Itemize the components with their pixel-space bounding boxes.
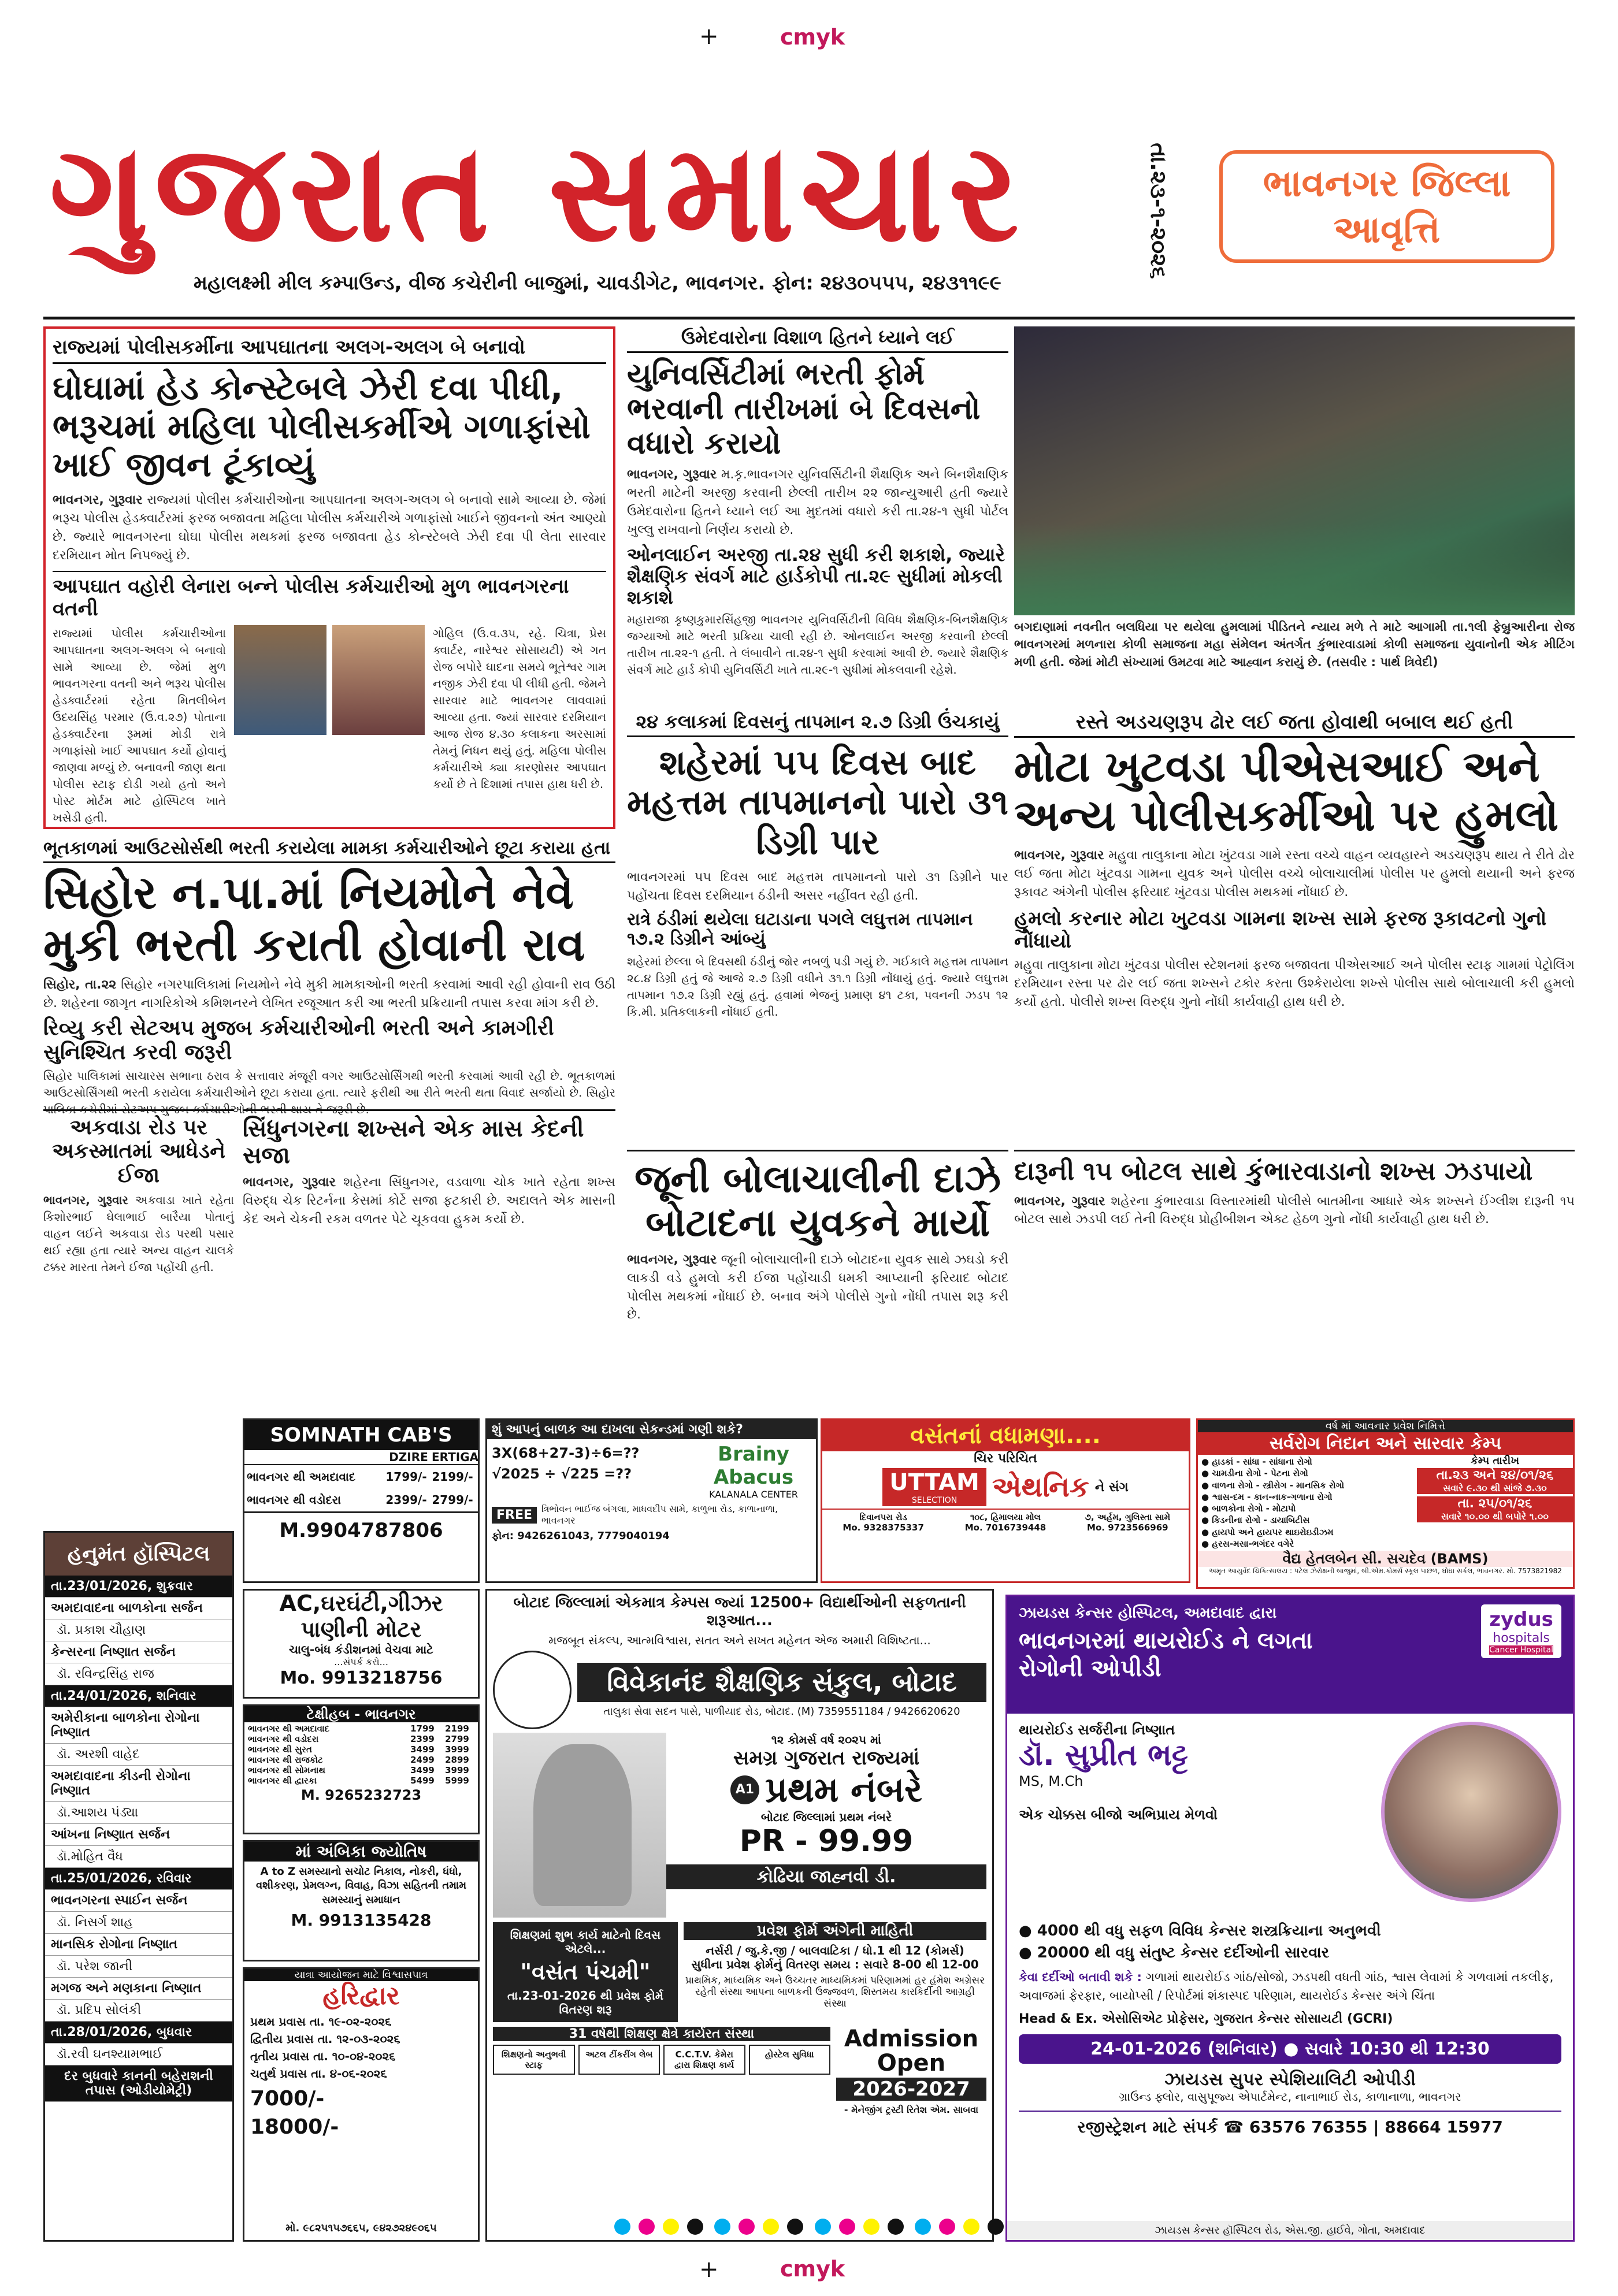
taxi-route-table: [244, 1722, 478, 1787]
ad-ethnic: એથનિક: [992, 1470, 1089, 1503]
feature: C.C.T.V. કેમેરા દ્વારા શિક્ષણ કાર્ય: [663, 2045, 745, 2075]
opd-datetime: 24-01-2026 (શનિવાર) ● સવારે 10:30 થી 12:30: [1019, 2034, 1561, 2064]
schedule-dept: ભાવનગરના સ્પાઈન સર્જન: [45, 1890, 232, 1912]
hospital-schedule: [45, 1576, 232, 2102]
schedule-doc: ડૉ. અરશી વાહેદ: [45, 1744, 232, 1766]
store-phone: Mo. 9723566969: [1087, 1522, 1168, 1533]
schedule-dept: કેન્સરના નિષ્ણાત સર્જન: [45, 1641, 232, 1663]
story-headline: અકવાડા રોડ પર અકસ્માતમાં આધેડને ઈજા: [51, 1116, 226, 1187]
taxi-price: 2399: [410, 1734, 435, 1744]
story-headline: સિંધુનગરના શખ્સને એક માસ કેદની સજા: [243, 1116, 584, 1169]
story-subhead: ઓનલાઈન અરજી તા.૨૪ સુધી કરી શકાશે, જ્યારે શૈક્ષણિક સંવર્ગ માટે હાર્ડકોપી તા.૨૯ સુધીમાં મોકલી શકાશે: [627, 543, 1005, 608]
ad-ethnic-sub: ને સંગ: [1094, 1480, 1129, 1495]
reg-label: રજીસ્ટ્રેશન માટે સંપર્ક: [1077, 2117, 1218, 2137]
story-accident: [43, 1109, 234, 1421]
ad-math-1: 3X(68+27-3)÷6=??: [492, 1445, 640, 1461]
ad-title: ભાવનગરમાં થાયરોઈડ ને લગતા રોગોની ઓપીડી: [1019, 1628, 1313, 1682]
trip-dates: [244, 2011, 478, 2085]
story-headline: સિહોર ન.પા.માં નિયમોને નેવે મુકી ભરતી કરાતી હોવાની રાવ: [43, 867, 585, 971]
ad-title: SOMNATH CAB'S: [244, 1420, 478, 1450]
story-headline: યુનિવર્સિટીમાં ભરતી ફોર્મ ભરવાની તારીખમાં બે દિવસનો વધારો કરાયો: [627, 357, 981, 461]
ad-free-badge: FREE: [492, 1507, 537, 1524]
schedule-doc: ડૉ. પ્રદિપ સોલંકી: [45, 2000, 232, 2022]
ad-col-ertiga: ERTIGA: [432, 1450, 479, 1464]
camp-item: ● ચામડીના રોગો - પેટના રોગો: [1201, 1468, 1308, 1479]
story-body: મ.કૃ.ભાવનગર યુનિવર્સિટીની શૈક્ષણિક અને બિનશૈક્ષણિક ભરતી માટેની અરજી કરવાની છેલ્લી તારીખ ૨૨ જાન્યુઆરી હતી જ્યારે ઉમેદવારોના હિતને ધ્યાને લઈ આ મુદતમાં વધારો કરી તા.૨૪-૧ સુધી પોર્ટલ ખુલ્લુ રાખવાનો નિર્ણય કરાયો છે.: [627, 467, 1008, 538]
taxi-price: 5499: [410, 1775, 435, 1786]
registration-mark-bottom: +: [699, 2256, 719, 2283]
reg-phone: 63576 76355: [1249, 2117, 1368, 2137]
ad-top: ઝાયડસ કેન્સર હોસ્પિટલ, અમદાવાદ દ્વારા: [1019, 1604, 1277, 1622]
trip-date: ચતુર્થ પ્રવાસ તા. ૪-૦૬-૨૦૨૬: [250, 2067, 387, 2080]
ad-math-2: √2025 ÷ √225 =??: [492, 1466, 632, 1482]
ad-line-1: AC,ઘરઘંટી,ગીઝર: [279, 1591, 443, 1616]
store-phone: Mo. 9328375337: [843, 1522, 924, 1533]
cmyk-label-top: cmyk: [780, 24, 845, 50]
ad-zydus-cancer: [1005, 1595, 1575, 2242]
story-body: ભાવનગરમાં ૫૫ દિવસ બાદ મહત્તમ તાપમાનનો પારો ૩૧ ડિગ્રીને પાર પહોંચતા દિવસ દરમિયાન ઠંડીની અસર નહીંવત રહી હતી.: [627, 870, 1008, 903]
opd-date: 24-01-2026 (શનિવાર): [1090, 2039, 1278, 2060]
doctor-degree: (BAMS): [1430, 1551, 1489, 1567]
story-body-col1: રાજ્યમાં પોલીસ કર્મચારીઓના આપઘાતના અલગ-અલગ બે બનાવો સામે આવ્યા છે. જેમાં મુળ ભાવનગરના વતની અને ભરૂચ પોલીસ હેડક્વાર્ટરમાં રહેતા મિતલીબેન ઉદયસિંહ પરમાર (ઉ.વ.૨૭) પોતાના હેડક્વાર્ટરના રૂમમાં મોડી રાત્રે ગળાફાંસો ખાઈ આપઘાત કર્યો હોવાનું જાણવા મળ્યું છે. બનાવની જાણ થતા પોલીસ સ્ટાફ દોડી ગયો હતો અને પોસ્ટ મોર્ટમ માટે હોસ્પિટલ ખાતે ખસેડી હતી.: [53, 626, 226, 824]
story-dateline: સિહોર, તા.૨૨: [43, 978, 117, 993]
taxi-route: ભાવનગર થી દ્વારકા: [248, 1775, 317, 1786]
ad-line-2: પાણીની મોટર: [300, 1617, 422, 1642]
route-label: ભાવનગર થી વડોદરા: [247, 1493, 342, 1507]
story-kicker: રાજ્યમાં પોલીસકર્મીના આપઘાતના અલગ-અલગ બે બનાવો: [53, 336, 606, 364]
schedule-doc: ડૉ.મોહિત વૈધ: [45, 1846, 232, 1868]
route-label: ભાવનગર થી અમદાવાદ: [247, 1470, 356, 1484]
story-body-col3: ગોહિલ (ઉ.વ.૩૫, રહે. ચિત્રા, પ્રેસ ક્વાર્ટર, નારેશ્વર સોસાયટી) એ ગત રોજ બપોરે ઘાદના સમયે ભૂતેશ્વર ગામ નજીક ઝેરી દવા પી લીધી હતી. જેમને સારવાર માટે ભાવનગર લાવવામાં આવ્યા હતા. જ્યાં સારવાર દરમિયાન આજ રોજ ૪.૩૦ કલાકના અરસામાં તેમનું નિધન થયું હતું. મહિલા પોલીસ કર્મચારીએ ક્યા કારણોસર આપઘાત કર્યો છે તે દિશામાં તપાસ હાથ ધરી છે.: [433, 626, 606, 791]
camp-date-label: કેમ્પ તારીખ: [1471, 1455, 1519, 1467]
schedule-doc: ડૉ. નિસર્ગ શાહ: [45, 1912, 232, 1934]
photo-woman-constable: [332, 625, 425, 735]
bullet-text: 4000 થી વધુ સફળ વિવિધ કેન્સર શસ્ત્રક્રિયાના અનુભવી: [1037, 1922, 1381, 1940]
vasant-line-1: શિક્ષણમાં શુભ કાર્ય માટેનો દિવસ એટલે...: [510, 1928, 661, 1956]
story-headline: દારૂની ૧૫ બોટલ સાથે કુંભારવાડાનો શખ્સ ઝડપાયો: [1014, 1157, 1533, 1186]
ad-top: બોટાદ જિલ્લામાં એકમાત્ર કેમ્પસ જ્યાં 12500+ વિદ્યાર્થીઓની સફળતાની શરૂઆત...: [513, 1594, 966, 1629]
story-kicker: રસ્તે અડચણરૂપ ઢોર લઈ જતા હોવાથી બબાલ થઈ હતી: [1014, 711, 1575, 738]
ad-health-camp: [1196, 1418, 1575, 1589]
route-price: 2199/-: [432, 1470, 473, 1484]
camp-item: ● બાળકોના રોગો - મોટાપો: [1201, 1503, 1296, 1514]
ad-sub: મજબૂત સંકલ્પ, આત્મવિશ્વાસ, સતત અને સખત મહેનત એજ અમારી વિશિષ્ટતા...: [548, 1633, 931, 1647]
ad-phone: M. 9913135428: [291, 1910, 432, 1930]
story-kicker: ૨૪ કલાકમાં દિવસનું તાપમાન ૨.૭ ડિગ્રી ઉંચકાયું: [627, 711, 1008, 737]
school-logo-icon: [493, 1651, 572, 1729]
store-phone: Mo. 7016739448: [964, 1522, 1046, 1533]
taxi-price: 2799: [445, 1734, 469, 1744]
registration-mark-top: +: [699, 23, 719, 50]
pr-score: PR - 99.99: [739, 1824, 914, 1859]
who-label: કેવા દર્દીઓ બતાવી શકે :: [1019, 1970, 1142, 1985]
who-list: ગળામાં થાયરોઈડ ગાંઠ/સોજો, ઝડપથી વધતી ગાંઠ, શ્વાસ લેવામાં કે ગળવામાં તકલીફ, અવાજમાં ફેરફાર, બાયોપ્સી / રિપોર્ટમાં શંકાસ્પદ પરિણામ, થાયરોઈડ કેન્સર અંગે ચિંતા: [1019, 1970, 1554, 2003]
ad-phone: Mo. 9913218756: [280, 1668, 443, 1688]
info-line-3: પ્રાથમિક, માધ્યમિક અને ઉચ્ચતર માધ્યમિકમાં પરિણામમાં હર હંમેશ અગ્રેસર રહેતી સંસ્થા આપના બાળકની ઉજ્જવળ, શિસ્તમય કારકિર્દીની આગ્રહી સંસ્થા: [685, 1975, 985, 2009]
claim-1: ૧૨ કોમર્સ વર્ષ ૨૦૨૫ માં: [771, 1733, 882, 1747]
ad-uttam-ethnic: [821, 1418, 1190, 1583]
trip-date: પ્રથમ પ્રવાસ તા. ૧૯-૦૨-૨૦૨૬: [250, 2015, 392, 2028]
ad-hanumant-hospital: [43, 1531, 234, 2242]
ad-vivekanand-school: [485, 1589, 994, 2242]
story-police-suicide: [43, 326, 615, 829]
taxi-price: 2899: [445, 1755, 469, 1765]
ad-taxi-hub: [243, 1704, 480, 1834]
camp-item: ● હાયપો અને હાયપર થાઇરોઇડીઝમ: [1201, 1526, 1334, 1537]
ad-title: સર્વરોગ નિદાન અને સારવાર કેમ્પ: [1198, 1432, 1573, 1455]
info-line-1: નર્સરી / જુ.કે.જી / બાલવાટિકા / ધો.1 થી 12 (કોમર્સ): [706, 1944, 964, 1957]
ad-title: હરિદ્વાર: [322, 1981, 400, 2011]
district-rank: બોટાદ જિલ્લામાં પ્રથમ નંબરે: [760, 1810, 892, 1824]
schedule-dept: માનસિક રોગોના નિષ્ણાત: [45, 1934, 232, 1956]
photo-koli-meeting: [1014, 326, 1575, 615]
ad-sub: ચિર પરિચિત: [974, 1451, 1037, 1466]
session-year: 2026-2027: [836, 2078, 986, 2101]
school-address: તાલુકા સેવા સદન પાસે, પાળીયાદ રોડ, બોટાદ. (M) 7359551184 / 9426620620: [603, 1705, 960, 1718]
ad-brainy-abacus: [485, 1418, 818, 1583]
taxi-row: [248, 1734, 474, 1744]
story-body: સિહોર નગરપાલિકામાં નિયમોને નેવે મુકી મામકાઓની ભરતી કરવામાં આવી રહી હોવાની રાવ ઉઠી છે. શહેરના જાગૃત નાગરિકોએ કમિશનરને લેખિત રજૂઆત કરી આ ભરતી પ્રક્રિયાની તપાસ કરવા માંગ કરી છે.: [43, 978, 615, 1011]
logo-sub: hospitals: [1493, 1631, 1550, 1645]
caption-text: બગદાણામાં નવનીત બલધિયા પર થયેલા હુમલામાં પીડિતને ન્યાય મળે તે માટે આગામી તા.૧લી ફેબ્રુઆરીના રોજ ભાવનગરમાં મળનારા કોળી સમાજના મહા સંમેલન અંતર્ગત કુંભારવાડામાં કોળી સમાજના યુવાનોની એક મીટિંગ મળી હતી. જેમાં મોટી સંખ્યામાં ઉમટવા માટે આહ્વાન કરાયું છે.: [1014, 620, 1575, 669]
story-subhead: રાત્રે ઠંડીમાં થયેલા ઘટાડાના પગલે લઘુત્તમ તાપમાન ૧૭.૨ ડિગ્રીને આંબ્યું: [627, 909, 973, 950]
feature: હોસ્ટેલ સુવિધા: [749, 2045, 831, 2075]
taxi-row: [248, 1755, 474, 1765]
info-line-2: સુધીના પ્રવેશ ફોર્મનું વિતરણ સમય : સવારે 8-00 થી 12-00: [691, 1957, 979, 1971]
camp-item-list: [1198, 1455, 1417, 1551]
taxi-route: ભાવનગર થી રાજકોટ: [248, 1755, 323, 1765]
schedule-dept: આંખના નિષ્ણાત સર્જન: [45, 1824, 232, 1846]
years-banner: 31 વર્ષથી શિક્ષણ ક્ષેત્રે કાર્યરત સંસ્થા: [493, 2027, 830, 2041]
feature: અટલ ટીંકરીંગ લેબ: [578, 2045, 660, 2075]
doctor-photo: [1381, 1722, 1561, 1902]
ad-line-3: ચાલુ-બંધ કંડીશનમાં વેચવા માટે: [289, 1643, 433, 1656]
ad-footer: ઝાયડસ કેન્સર હૉસ્પિટલ રોડ, એસ.જી. હાઈવે, ગોતા, અમદાવાદ: [1007, 2221, 1573, 2240]
story-body: શહેરના સિંધુનગર, વડવાળા ચોક ખાતે રહેતા શખ્સ વિરુદ્ધ ચેક રિટર્નના કેસમાં કોર્ટે સજા ફટકારી છે. અદાલતે એક માસની કેદ અને ચેકની રકમ વળતર પેટે ચૂકવવા હુકમ કર્યો છે.: [243, 1175, 615, 1227]
route-price: 2399/-: [385, 1493, 427, 1507]
ad-phone: M.9904787806: [244, 1511, 478, 1542]
reg-phone: 88664 15977: [1385, 2117, 1503, 2137]
admission-open: Admission Open: [844, 2026, 979, 2076]
schedule-dept: અમેરીકાના બાળકોના રોગોના નિષ્ણાત: [45, 1707, 232, 1744]
story-temperature: [627, 711, 1008, 1150]
trustee: - મેનેજીંગ ટ્રસ્ટી રિતેશ એમ. સાબવા: [844, 2104, 979, 2115]
story-sindhunagar: [243, 1109, 615, 1410]
taxi-row: [248, 1765, 474, 1775]
taxi-price: 2499: [410, 1755, 435, 1765]
ad-body: A to Z સમસ્યાનો સચોટ નિકાલ, નોકરી, ધંધો, વશીકરણ, પ્રેમલગ્ન, વિવાહ, વિઝા સહિતની તમામ સમસ્યાનું સમાધાન: [255, 1866, 467, 1906]
bullet-text: 20000 થી વધુ સંતુષ્ટ કેન્સર દર્દીઓની સારવાર: [1037, 1944, 1330, 1961]
story-headline: શહેરમાં ૫૫ દિવસ બાદ મહત્તમ તાપમાનનો પારો ૩૧ ડિગ્રી પાર: [627, 742, 1008, 863]
phone-icon: ☎: [1223, 2117, 1244, 2137]
camp-item: ● વાળના રોગો - સ્ત્રીરોગ - માનસિક રોગો: [1201, 1480, 1345, 1491]
feature: શિક્ષણનો અનુભવી સ્ટાફ: [493, 2045, 575, 2075]
camp-date-2: તા. ૨૫/૦૧/૨૬: [1417, 1496, 1573, 1511]
story-body: મહુવા તાલુકાના મોટા ખુંટવડા ગામે રસ્તા વચ્ચે વાહન વ્યવહારને અડચણરૂપ થાય તે રીતે ઢોર લઈ જતા મોટા ખુંટવડા ગામના યુવક અને પોલીસ વચ્ચે બોલાચાલીમાં પોલીસ પર હુમલો થયાની અને ફરજ રૂકાવટ અંગેની પોલીસ ફરિયાદ ખુંટવડા પોલીસ મથકમાં નોંધાઈ છે.: [1014, 848, 1575, 900]
ad-top: વર્ષ માં આવનાર પ્રવેશ નિમિત્તે: [1198, 1420, 1573, 1432]
story-subhead: રિવ્યુ કરી સેટઅપ મુજબ કર્મચારીઓની ભરતી અને કામગીરી સુનિશ્ચિત કરવી જરૂરી: [43, 1016, 554, 1064]
schedule-doc: ડૉ. પરેશ જાની: [45, 1956, 232, 1978]
store-name: દિવાનપરા રોડ: [859, 1512, 907, 1522]
story-botad-youth: [627, 1150, 1008, 1416]
schedule-doc: ડૉ. પ્રકાશ ચૌહાણ: [45, 1619, 232, 1641]
story-sihor: [43, 838, 615, 1116]
camp-item: ● કિડનીના રોગો - ડાયાબિટીસ: [1201, 1515, 1310, 1526]
story-dateline: ભાવનગર, ગુરૂવાર: [627, 1252, 717, 1267]
taxi-row: [248, 1723, 474, 1734]
taxi-row: [248, 1744, 474, 1755]
vasant-line-2: "વસંત પંચમી": [520, 1959, 651, 1985]
story-dateline: ભાવનગર, ગુરૂવાર: [1014, 848, 1104, 863]
student-photo: [533, 1744, 632, 1906]
opd-venue: ઝાયડસ સુપર સ્પેશિયાલિટી ઓપીડી: [1164, 2070, 1416, 2090]
ad-phone: ફોન: 9426261043, 7779040194: [492, 1530, 670, 1542]
schedule-dept: મગજ અને મણકાના નિષ્ણાત: [45, 1978, 232, 2000]
route-price: 1799/-: [385, 1470, 427, 1484]
camp-doctor: [1198, 1551, 1573, 1567]
masthead-date-box: [1138, 113, 1179, 309]
taxi-price: 2199: [445, 1723, 469, 1734]
ad-phone: મો. ૯૮૨૫૧૫૭૬૬૫, ૯૪૨૭૨૪૯૦૬૫: [285, 2222, 437, 2234]
bullet-1: ● 4000 થી વધુ સફળ વિવિધ કેન્સર શસ્ત્રક્રિયાના અનુભવી: [1019, 1922, 1381, 1940]
story-dateline: ભાવનગર, ગુરૂવાર: [43, 1193, 128, 1208]
ad-center: KALANALA CENTER: [709, 1489, 798, 1500]
opd-time: સવારે 10:30 થી 12:30: [1304, 2039, 1490, 2060]
vasant-line-3: તા.23-01-2026 થી પ્રવેશ ફોર્મ વિતરણ શરૂ: [507, 1989, 663, 2016]
photo-credit: (તસવીર : પાર્થ ત્રિવેદી): [1326, 655, 1438, 669]
taxi-price: 3499: [410, 1765, 435, 1775]
ad-motor-sale: [243, 1589, 480, 1699]
ad-title: માં અંબિકા જ્યોતિષ: [244, 1842, 478, 1862]
story-subhead: આપઘાત વહોરી લેનારા બન્ને પોલીસ કર્મચારીઓ મુળ ભાવનગરના વતની: [53, 571, 606, 621]
schedule-doc: ડૉ.આશય પંડ્યા: [45, 1802, 232, 1824]
photo-caption: [1014, 618, 1575, 705]
ad-phone: M. 9265232723: [300, 1787, 422, 1803]
story-headline: ઘોઘામાં હેડ કોન્સ્ટેબલે ઝેરી દવા પીધી, ભરૂચમાં મહિલા પોલીસકર્મીએ ગળાફાંસો ખાઈ જીવન ટૂંકાવ્યું: [53, 368, 591, 485]
story-body-2: શહેરમાં છેલ્લા બે દિવસથી ઠંડીનું જોર નબળું પડી ગયું છે. ગઈકાલે મહત્તમ તાપમાન ૨૮.૪ ડિગ્રી હતું જે આજે ૨.૭ ડિગ્રી વધીને ૩૧.૧ ડિગ્રી નોંધાયું હતું. જ્યારે લઘુત્તમ તાપમાન ૧૭.૨ ડિગ્રી રહ્યું હતું. હવામાં ભેજનું પ્રમાણ ૪૧ ટકા, પવનની ઝડપ ૧૨ કિ.મી. પ્રતિકલાકની નોંધાઈ હતી.: [627, 954, 1008, 1019]
camp-item: ● હરસ-મસા-ભગંદર વગેરે: [1201, 1538, 1294, 1549]
school-name: વિવેકાનંદ શૈક્ષણિક સંકુલ, બોટાદ: [577, 1663, 986, 1702]
rank-text: પ્રથમ નંબરે: [765, 1770, 923, 1810]
story-body: અકવાડા ખાતે રહેતા કિશોરભાઈ ઘેલાભાઈ બારૈયા પોતાનું વાહન લઈને અકવાડા રોડ પરથી પસાર થઈ રહ્યા હતા ત્યારે અન્ય વાહન ચાલકે ટક્કર મારતા તેમને ઈજા પહોંચી હતી.: [43, 1193, 234, 1275]
masthead-address: મહાલક્ષ્મી મીલ કમ્પાઉન્ડ, વીજ કચેરીની બાજુમાં, ચાવડીગેટ, ભાવનગર. ફોન: ૨૪૩૦૫૫૫, ૨૪૩૧૧૯૯: [194, 272, 1001, 295]
rank-badge: A1: [730, 1775, 759, 1804]
masthead-title: ગુજરાત સમાચાર: [49, 112, 1025, 272]
story-liquor-bottles: [1014, 1150, 1575, 1416]
taxi-price: 3999: [445, 1744, 469, 1755]
schedule-dept: અમદાવાદના કીડની રોગોના નિષ્ણાત: [45, 1766, 232, 1802]
schedule-date: તા.25/01/2026, રવિવાર: [45, 1868, 232, 1890]
story-kicker: ભૂતકાળમાં આઉટસોર્સથી ભરતી કરાયેલા મામકા કર્મચારીઓને છૂટા કરાયા હતા: [43, 838, 615, 863]
story-subhead: હુમલો કરનાર મોટા ખુટવડા ગામના શખ્સ સામે ફરજ રૂકાવટનો ગુનો નોંધાયો: [1014, 906, 1547, 953]
taxi-price: 3499: [410, 1744, 435, 1755]
story-kicker: ઉમેદવારોના વિશાળ હિતને ધ્યાને લઈ: [627, 326, 1008, 353]
masthead-rule: [43, 317, 1575, 319]
story-university: [627, 326, 1008, 702]
camp-clinic: અમૃત આયુર્વેદ ચિકિત્સાલય : પટેલ ઝેરોક્ષની બાજુમાં, બી.એમ.કોમર્સ સ્કૂલ પાછળ, ઘોઘા સર્કલ, ભાવનગર. મો. 7573821982: [1209, 1567, 1562, 1575]
route-price: 2799/-: [432, 1493, 473, 1507]
second-opinion: એક ચોક્કસ બીજો અભિપ્રાય મેળવો: [1019, 1807, 1218, 1823]
taxi-price: 5999: [445, 1775, 469, 1786]
story-body-2: મહુવા તાલુકાના મોટા ખુંટવડા પોલીસ સ્ટેશનમાં ફરજ બજાવતા પીએસઆઈ અને પોલીસ સ્ટાફ ગામમાં પેટ્રોલિંગ દરમિયાન રસ્તા પર ઢોર લઈ જતા શખ્સને ટકોર કરતા ઉશ્કેરાયેલા શખ્સે પોલીસ સાથે બોલાચાલી કરી હુમલો કર્યો હતો. પોલીસે શખ્સ વિરુદ્ધ ગુનો નોંધી કાર્યવાહી હાથ ધરી છે.: [1014, 958, 1575, 1009]
trip-date: દ્વિતીય પ્રવાસ તા. ૧૨-૦૩-૨૦૨૬: [250, 2032, 400, 2046]
ad-brand: UTTAM: [889, 1469, 979, 1496]
ad-col-dzire: DZIRE: [389, 1450, 428, 1464]
taxi-row: [248, 1775, 474, 1786]
taxi-route: ભાવનગર થી વડોદરા: [248, 1734, 319, 1744]
story-dateline: ભાવનગર, ગુરૂવાર: [627, 467, 717, 482]
camp-item: ● હાડકાં - સાંધા - સાંધાના રોગો: [1201, 1457, 1312, 1467]
doctor-post: Head & Ex. એસોસિએટ પ્રોફેસર, ગુજરાત કેન્સર સોસાયટી (GCRI): [1019, 2012, 1393, 2027]
schedule-doc: ડૉ. રવિન્દ્રસિંહ રાજ: [45, 1663, 232, 1685]
trip-date: તૃતીય પ્રવાસ તા. ૧૦-૦૪-૨૦૨૬: [250, 2049, 396, 2063]
ad-top: યાત્રા આયોજન માટે વિશ્વાસપાત્ર: [244, 1969, 478, 1981]
doctor-name: વૈદ્ય હેતલબેન સી. સચદેવ: [1282, 1551, 1426, 1567]
ad-ambika-jyotish: [243, 1840, 480, 1961]
doctor-degree: MS, M.Ch: [1019, 1773, 1083, 1789]
camp-time-2: સવારે ૧૦.૦૦ થી બપોરે ૧.૦૦: [1417, 1511, 1573, 1522]
camp-date-1: તા.૨૩ અને ૨૪/૦૧/૨૬: [1417, 1468, 1573, 1483]
bullet-2: ● 20000 થી વધુ સંતુષ્ટ કેન્સર દર્દીઓની સારવાર: [1019, 1944, 1330, 1961]
doctor-name: ડૉ. સુપ્રીત ભટ્ટ: [1019, 1738, 1188, 1773]
doctor-spec: થાયરોઈડ સર્જરીના નિષ્ણાત: [1019, 1722, 1175, 1738]
store-name: ૭, અર્હમ, ગુલિસ્તા સામે: [1085, 1512, 1171, 1522]
story-body: રાજ્યમાં પોલીસ કર્મચારીઓના આપઘાતના અલગ-અલગ બે બનાવો સામે આવ્યા છે. જેમાં ભરૂચ પોલીસ હેડક્વાર્ટરમાં ફરજ બજાવતા મહિલા પોલીસ કર્મચારીએ ગળાફાંસો ખાઈને જીવનનો અંત આણ્યો છે. જ્યારે ભાવનગરના ઘોઘા પોલીસ મથકમાં ફરજ બજાવતા હેડ કોન્સ્ટેબલે ઝેરી દવા પી લેતા સારવાર દરમિયાન મોત નિપજ્યું છે.: [53, 493, 606, 563]
story-dateline: ભાવનગર, ગુરૂવાર: [1014, 1194, 1105, 1209]
story-body-2: મહારાજા કૃષ્ણકુમારસિંહજી ભાવનગર યુનિવર્સિટીની વિવિધ શૈક્ષણિક-બિનશૈક્ષણિક જગ્યાઓ માટે ભરતી પ્રક્રિયા ચાલી રહી છે. ઓનલાઈન અરજી કરવાની છેલ્લી તારીખ તા.૨૨-૧ હતી. તે લંબાવીને તા.૨૪-૧ સુધી કરવામાં આવી છે. જ્યારે શૈક્ષણિક સંવર્ગ માટે હાર્ડ કોપી યુનિવર્સિટી ખાતે તા.૨૯-૧ સુધીમાં મોકલવાની રહેશે.: [627, 612, 1008, 677]
story-body: જૂની બોલાચાલીની દાઝે બોટાદના યુવક સાથે ઝઘડો કરી લાકડી વડે હુમલો કરી ઈજા પહોંચાડી ધમકી આપ્યાની ફરિયાદ બોટાદ પોલીસ મથકમાં નોંધાઈ છે. બનાવ અંગે પોલીસે ગુનો નોંધી તપાસ શરૂ કરી છે.: [627, 1252, 1008, 1322]
schedule-doc: ડૉ.રવી ઘનશ્યામભાઈ: [45, 2044, 232, 2065]
ad-top: વસંતનાં વધામણા....: [822, 1420, 1189, 1451]
schedule-date: તા.24/01/2026, શનિવાર: [45, 1685, 232, 1707]
taxi-price: 3999: [445, 1765, 469, 1775]
ad-haridwar-yatra: [243, 1967, 480, 2242]
taxi-price: 1799: [410, 1723, 435, 1734]
ad-price-1: 7000/-: [250, 2087, 325, 2111]
info-title: પ્રવેશ ફોર્મ અંગેની માહિતી: [684, 1922, 986, 1940]
taxi-route: ભાવનગર થી સુરત: [248, 1744, 312, 1755]
schedule-date: તા.23/01/2026, શુક્રવાર: [45, 1576, 232, 1597]
camp-item: ● શ્વાસ-દમ - કાન-નાક-ગળાના રોગો: [1201, 1491, 1333, 1502]
schedule-dept: અમદાવાદના બાળકોના સર્જન: [45, 1597, 232, 1619]
ad-brand-sub: SELECTION: [911, 1496, 958, 1505]
story-body-2: સિહોર પાલિકામાં સાચારસ સભાના ઠરાવ કે સત્તાવાર મંજૂરી વગર આઉટસોર્સિંગથી ભરતી કરવામાં આવી રહી છે. ભૂતકાળમાં આઉટસોર્સિંગથી ભરતી કરાયેલા કર્મચારીઓને છૂટા કરાયા હતા. ત્યારે ફરીથી આ રીતે ભરતી થતા વિવાદ સર્જાયો છે. સિહોર પાલિકા કચેરીમાં સેટઅપ મુજબ કર્મચારીઓની ભરતી થાય તે જરૂરી છે.: [43, 1068, 615, 1116]
ad-title: હનુમંત હૉસ્પિટલ: [45, 1533, 232, 1576]
ad-brand: Brainy Abacus: [713, 1443, 794, 1489]
masthead-date: તા.૨૩-૧-૨૦૨૬: [1146, 143, 1171, 279]
story-body: શહેરના કુંભારવાડા વિસ્તારમાંથી પોલીસે બાતમીના આધારે એક શખ્સને ઈંગ્લીશ દારૂની ૧૫ બોટલ સાથે ઝડપી લઈ તેની વિરુદ્ધ પ્રોહીબીશન એક્ટ હેઠળ ગુનો નોંધી કાર્યવાહી હાથ ધરી છે.: [1014, 1194, 1575, 1227]
story-dateline: ભાવનગર, ગુરૂવાર: [243, 1175, 336, 1190]
map-gujarat-illustration: [493, 1733, 666, 1918]
color-calibration-bar: [43, 2219, 1575, 2237]
opd-address: ગ્રાઉન્ડ ફ્લોર, વાસુપૂજ્ય એપાર્ટમેન્ટ, નાનાભાઈ રોડ, કાળાનાળા, ભાવનગર: [1119, 2090, 1461, 2104]
ad-price-2: 18000/-: [250, 2115, 339, 2139]
camp-time-1: સવારે ૯.૩૦ થી સાંજે ૭.૩૦: [1417, 1483, 1573, 1494]
ad-title: ટેક્ષીહબ - ભાવનગર: [244, 1706, 478, 1722]
cmyk-label-bottom: cmyk: [780, 2256, 845, 2282]
logo-tag: Cancer Hospital: [1489, 1645, 1553, 1655]
taxi-route: ભાવનગર થી અમદાવાદ: [248, 1723, 330, 1734]
student-name: કોઢિયા જાહ્નવી ડી.: [666, 1864, 986, 1889]
schedule-foot: દર બુધવારે કાનની બહેરાશની તપાસ (ઓડીયોમેટ્રી): [45, 2065, 232, 2102]
registration-contact: રજીસ્ટ્રેશન માટે સંપર્ક ☎ 63576 76355 | 88664 15977: [1019, 2111, 1561, 2137]
store-name: ૧૦૮, હિમાલયા મોલ: [970, 1512, 1041, 1522]
edition-badge: ભાવનગર જિલ્લા આવૃત્તિ: [1219, 150, 1554, 263]
claim-2: સમગ્ર ગુજરાત રાજ્યમાં: [733, 1747, 920, 1770]
logo-text: zydus: [1489, 1608, 1553, 1631]
ad-question: શું આપનું બાળક આ દાખલા સેકન્ડમાં ગણી શકે?: [487, 1420, 816, 1439]
story-headline: જૂની બોલાચાલીની દાઝે બોટાદના યુવકને માર્યો: [634, 1157, 1001, 1245]
taxi-route: ભાવનગર થી સોમનાથ: [248, 1765, 325, 1775]
story-headline: મોટા ખુટવડા પીએસઆઈ અને અન્ય પોલીસકર્મીઓ પર હુમલો: [1014, 742, 1558, 841]
story-dateline: ભાવનગર, ગુરૂવાર: [53, 493, 143, 508]
zydus-logo: [1481, 1604, 1561, 1658]
schedule-date: તા.28/01/2026, બુધવાર: [45, 2022, 232, 2044]
story-psi-attack: [1014, 711, 1575, 1138]
ad-line-4: ...સંપર્ક કરો...: [334, 1656, 388, 1667]
photo-constable: [234, 625, 326, 735]
ad-address: ત્રિભોવન ભાઈજ બંગલા, માધવદીપ સામે, કાળુભા રોડ, કાળાનાળા, ભાવનગર: [541, 1503, 778, 1526]
ad-somnath-cabs: [243, 1418, 480, 1583]
